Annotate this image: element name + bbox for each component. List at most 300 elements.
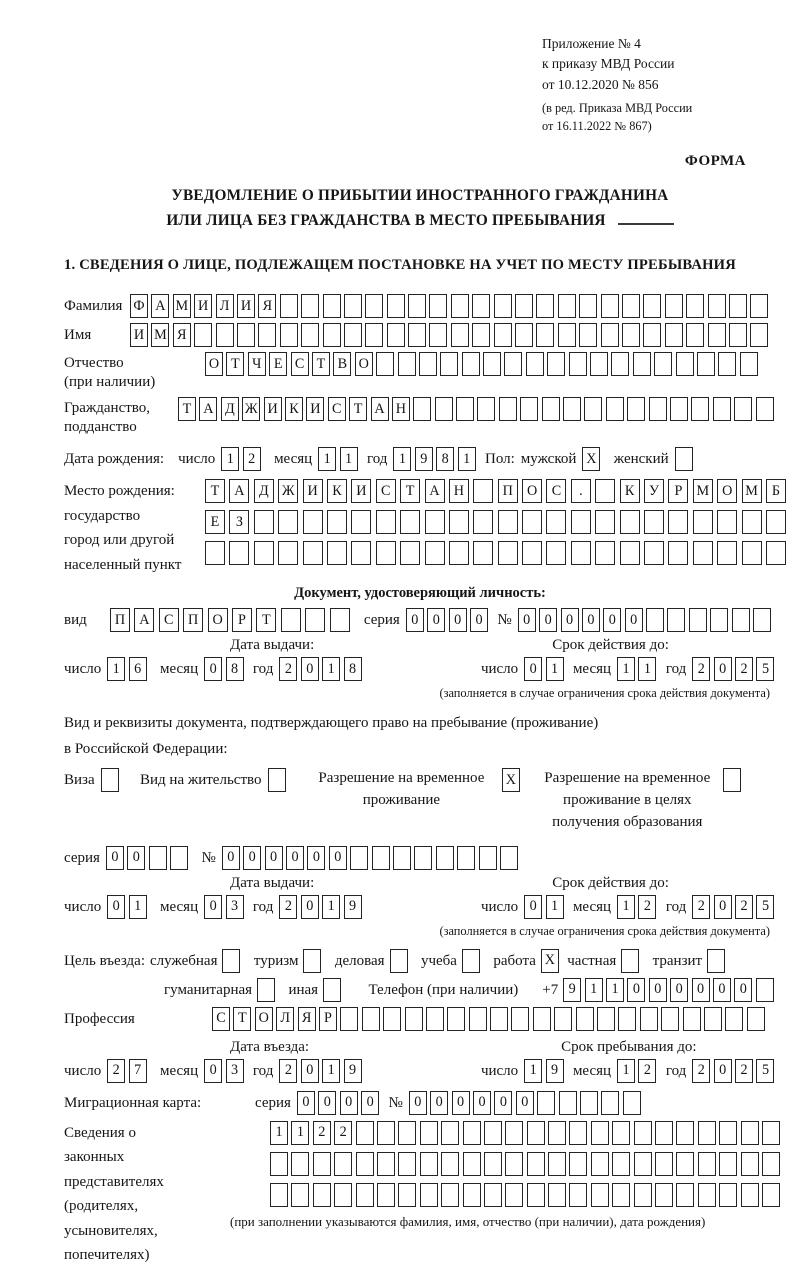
cell[interactable] [569,1121,587,1145]
cell[interactable] [268,768,286,792]
cell[interactable]: 1 [458,447,476,471]
purpose-business-checkbox[interactable] [390,949,411,973]
cell[interactable] [463,1121,481,1145]
cell[interactable] [383,1007,401,1031]
cell[interactable] [205,541,225,565]
cell[interactable] [504,352,522,376]
cell[interactable] [194,323,212,347]
cell[interactable]: 0 [307,846,325,870]
cell[interactable]: 1 [340,447,358,471]
cell[interactable]: 0 [692,978,710,1002]
cell[interactable] [729,294,747,318]
cell[interactable] [457,846,475,870]
cell[interactable] [595,541,615,565]
cell[interactable] [762,1152,780,1176]
cell[interactable] [756,397,774,421]
cell[interactable]: С [159,608,179,632]
cell[interactable] [622,323,640,347]
cell[interactable] [584,397,602,421]
cell[interactable] [597,1007,615,1031]
cell[interactable] [472,323,490,347]
cell[interactable]: 0 [340,1091,358,1115]
migcard-number-cells[interactable] [409,1091,644,1115]
cell[interactable] [665,294,683,318]
cell[interactable] [689,608,707,632]
cell[interactable]: 0 [286,846,304,870]
cell[interactable] [710,608,728,632]
cell[interactable]: Б [766,479,786,503]
cell[interactable] [420,1183,438,1207]
cell[interactable]: 0 [539,608,557,632]
cell[interactable] [537,1091,555,1115]
cell[interactable] [661,1007,679,1031]
cell[interactable]: 0 [649,978,667,1002]
cell[interactable]: О [255,1007,273,1031]
cell[interactable] [708,323,726,347]
cell[interactable]: 5 [756,1059,774,1083]
migcard-series-cells[interactable] [297,1091,383,1115]
cell[interactable] [601,1091,619,1115]
cell[interactable]: 2 [334,1121,352,1145]
cell[interactable] [377,1183,395,1207]
cell[interactable]: 2 [692,1059,710,1083]
cell[interactable] [305,608,325,632]
cell[interactable]: 1 [129,895,147,919]
cell[interactable]: 1 [107,657,125,681]
cell[interactable] [356,1152,374,1176]
cell[interactable]: 2 [692,895,710,919]
cell[interactable] [520,397,538,421]
cell[interactable] [611,352,629,376]
cell[interactable] [762,1183,780,1207]
cell[interactable] [441,1121,459,1145]
cell[interactable] [323,978,341,1002]
cell[interactable] [579,323,597,347]
cell[interactable]: 1 [270,1121,288,1145]
cell[interactable] [398,1183,416,1207]
cell[interactable] [753,608,771,632]
purpose-transit-checkbox[interactable] [707,949,728,973]
cell[interactable] [170,846,188,870]
cell[interactable] [595,510,615,534]
id-valid-day-cells[interactable] [524,657,567,681]
cell[interactable] [291,1183,309,1207]
cell[interactable] [704,1007,722,1031]
cell[interactable]: 0 [518,608,536,632]
permit-valid-day-cells[interactable] [524,895,567,919]
cell[interactable] [558,323,576,347]
cell[interactable]: 1 [322,895,340,919]
cell[interactable]: 0 [713,978,731,1002]
cell[interactable] [569,1183,587,1207]
cell[interactable] [742,510,762,534]
cell[interactable] [257,978,275,1002]
cell[interactable]: 0 [452,1091,470,1115]
cell[interactable]: 0 [301,1059,319,1083]
cell[interactable] [484,1121,502,1145]
permit-number-cells[interactable] [222,846,521,870]
cell[interactable] [527,1183,545,1207]
cell[interactable] [741,1121,759,1145]
cell[interactable] [676,352,694,376]
cell[interactable]: И [130,323,148,347]
cell[interactable] [713,397,731,421]
cell[interactable] [686,323,704,347]
cell[interactable]: С [546,479,566,503]
cell[interactable] [303,510,323,534]
cell[interactable]: 1 [524,1059,542,1083]
cell[interactable] [313,1152,331,1176]
cell[interactable] [451,323,469,347]
cell[interactable]: С [328,397,346,421]
cell[interactable] [698,1183,716,1207]
cell[interactable] [750,294,768,318]
cell[interactable]: 2 [735,1059,753,1083]
cell[interactable]: 0 [516,1091,534,1115]
cell[interactable]: Т [349,397,367,421]
cell[interactable] [313,1183,331,1207]
cell[interactable] [429,294,447,318]
id-issue-month-cells[interactable] [204,657,247,681]
purpose-study-checkbox[interactable] [462,949,483,973]
cell[interactable] [548,1121,566,1145]
cell[interactable]: А [199,397,217,421]
cell[interactable] [426,1007,444,1031]
cell[interactable] [670,397,688,421]
cell[interactable] [546,510,566,534]
cell[interactable]: 1 [318,447,336,471]
cell[interactable] [675,447,693,471]
cell[interactable] [643,294,661,318]
cell[interactable] [591,1121,609,1145]
cell[interactable]: 9 [546,1059,564,1083]
cell[interactable] [425,510,445,534]
cell[interactable]: О [205,352,223,376]
cell[interactable] [719,1152,737,1176]
cell[interactable]: 0 [473,1091,491,1115]
cell[interactable] [400,541,420,565]
stay-until-month-cells[interactable] [617,1059,660,1083]
temp-permit-checkbox[interactable] [502,768,523,792]
cell[interactable] [278,541,298,565]
cell[interactable] [740,352,758,376]
cell[interactable] [533,1007,551,1031]
cell[interactable] [762,1121,780,1145]
cell[interactable] [334,1152,352,1176]
cell[interactable]: 9 [344,1059,362,1083]
cell[interactable] [634,1183,652,1207]
cell[interactable]: 0 [106,846,124,870]
cell[interactable]: 0 [409,1091,427,1115]
patronymic-cells[interactable] [205,352,761,376]
cell[interactable] [668,510,688,534]
cell[interactable] [472,294,490,318]
cell[interactable] [698,1152,716,1176]
cell[interactable] [707,949,725,973]
cell[interactable] [747,1007,765,1031]
birthplace-row2-cells[interactable] [205,510,790,534]
cell[interactable] [558,294,576,318]
cell[interactable] [398,352,416,376]
cell[interactable]: К [285,397,303,421]
cell[interactable] [719,1183,737,1207]
purpose-other-checkbox[interactable] [323,978,344,1002]
cell[interactable] [281,608,301,632]
cell[interactable] [449,541,469,565]
cell[interactable]: И [351,479,371,503]
cell[interactable]: 8 [344,657,362,681]
cell[interactable] [717,541,737,565]
cell[interactable]: 0 [714,1059,732,1083]
cell[interactable]: П [110,608,130,632]
cell[interactable]: Ж [242,397,260,421]
cell[interactable]: 1 [546,895,564,919]
cell[interactable] [676,1152,694,1176]
cell[interactable]: И [264,397,282,421]
cell[interactable] [621,949,639,973]
cell[interactable] [377,1121,395,1145]
cell[interactable]: 0 [627,978,645,1002]
cell[interactable] [469,1007,487,1031]
cell[interactable] [498,541,518,565]
cell[interactable]: 0 [301,657,319,681]
cell[interactable]: П [498,479,518,503]
cell[interactable]: Т [226,352,244,376]
cell[interactable] [356,1121,374,1145]
cell[interactable]: 0 [494,1091,512,1115]
cell[interactable]: И [194,294,212,318]
cell[interactable] [408,323,426,347]
cell[interactable]: Т [233,1007,251,1031]
cell[interactable]: 9 [563,978,581,1002]
cell[interactable] [270,1183,288,1207]
cell[interactable] [377,1152,395,1176]
purpose-official-checkbox[interactable] [222,949,243,973]
cell[interactable] [419,352,437,376]
cell[interactable]: 6 [129,657,147,681]
cell[interactable] [400,510,420,534]
cell[interactable] [494,323,512,347]
doc-series-cells[interactable] [406,608,492,632]
cell[interactable] [278,510,298,534]
birth-month-cells[interactable] [318,447,361,471]
female-checkbox[interactable] [675,447,696,471]
cell[interactable]: В [333,352,351,376]
cell[interactable] [723,768,741,792]
cell[interactable] [649,397,667,421]
cell[interactable] [420,1152,438,1176]
cell[interactable] [741,1183,759,1207]
cell[interactable]: 0 [430,1091,448,1115]
cell[interactable] [477,397,495,421]
cell[interactable]: 1 [291,1121,309,1145]
cell[interactable] [515,323,533,347]
cell[interactable]: Р [668,479,688,503]
cell[interactable] [612,1121,630,1145]
cell[interactable] [340,1007,358,1031]
cell[interactable]: Н [392,397,410,421]
cell[interactable]: 0 [714,895,732,919]
cell[interactable]: 0 [603,608,621,632]
cell[interactable] [655,1183,673,1207]
cell[interactable] [655,1121,673,1145]
cell[interactable] [606,397,624,421]
cell[interactable] [376,510,396,534]
cell[interactable] [408,294,426,318]
cell[interactable] [601,323,619,347]
cell[interactable] [725,1007,743,1031]
cell[interactable]: Л [216,294,234,318]
cell[interactable] [643,323,661,347]
cell[interactable] [435,397,453,421]
reps-row1-cells[interactable] [270,1121,783,1145]
cell[interactable]: 0 [449,608,467,632]
cell[interactable] [387,294,405,318]
cell[interactable] [237,323,255,347]
cell[interactable] [732,608,750,632]
purpose-private-checkbox[interactable] [621,949,642,973]
profession-cells[interactable] [212,1007,768,1031]
phone-cells[interactable] [563,978,777,1002]
cell[interactable] [463,1183,481,1207]
cell[interactable] [222,949,240,973]
cell[interactable] [473,541,493,565]
cell[interactable]: 2 [279,657,297,681]
cell[interactable] [229,541,249,565]
cell[interactable]: Д [254,479,274,503]
cell[interactable] [436,846,454,870]
cell[interactable]: Т [205,479,225,503]
cell[interactable] [441,1183,459,1207]
cell[interactable] [484,1183,502,1207]
cell[interactable] [323,323,341,347]
cell[interactable] [456,397,474,421]
cell[interactable] [644,510,664,534]
cell[interactable]: Ф [130,294,148,318]
cell[interactable]: 8 [436,447,454,471]
cell[interactable] [554,1007,572,1031]
cell[interactable]: 1 [546,657,564,681]
cell[interactable] [303,949,321,973]
cell[interactable] [280,323,298,347]
cell[interactable] [719,1121,737,1145]
cell[interactable] [515,294,533,318]
cell[interactable]: С [291,352,309,376]
cell[interactable]: 3 [226,895,244,919]
residence-permit-checkbox[interactable] [268,768,289,792]
cell[interactable]: Р [232,608,252,632]
cell[interactable] [766,541,786,565]
cell[interactable] [644,541,664,565]
cell[interactable]: 0 [301,895,319,919]
cell[interactable] [536,294,554,318]
cell[interactable] [580,1091,598,1115]
cell[interactable]: X [541,949,559,973]
cell[interactable] [627,397,645,421]
cell[interactable]: 0 [427,608,445,632]
cell[interactable] [462,949,480,973]
permit-issue-month-cells[interactable] [204,895,247,919]
cell[interactable]: 0 [222,846,240,870]
cell[interactable]: 0 [670,978,688,1002]
cell[interactable] [654,352,672,376]
cell[interactable]: Ж [278,479,298,503]
entry-day-cells[interactable] [107,1059,150,1083]
cell[interactable] [376,352,394,376]
cell[interactable]: 0 [524,657,542,681]
cell[interactable]: 0 [734,978,752,1002]
cell[interactable] [101,768,119,792]
cell[interactable]: 1 [393,447,411,471]
cell[interactable] [351,541,371,565]
cell[interactable] [500,846,518,870]
cell[interactable]: И [237,294,255,318]
cell[interactable] [620,510,640,534]
cell[interactable] [569,352,587,376]
cell[interactable] [697,352,715,376]
cell[interactable]: 0 [561,608,579,632]
birth-year-cells[interactable] [393,447,479,471]
cell[interactable] [420,1121,438,1145]
cell[interactable]: П [183,608,203,632]
cell[interactable] [693,510,713,534]
cell[interactable] [393,846,411,870]
cell[interactable] [280,294,298,318]
cell[interactable] [499,397,517,421]
cell[interactable] [676,1183,694,1207]
cell[interactable]: 5 [756,657,774,681]
cell[interactable]: 2 [313,1121,331,1145]
cell[interactable]: 1 [617,1059,635,1083]
cell[interactable]: А [151,294,169,318]
cell[interactable] [398,1121,416,1145]
cell[interactable]: 2 [735,657,753,681]
cell[interactable] [548,1152,566,1176]
cell[interactable] [698,1121,716,1145]
cell[interactable] [576,1007,594,1031]
cell[interactable] [413,397,431,421]
doc-number-cells[interactable] [518,608,775,632]
permit-valid-year-cells[interactable] [692,895,778,919]
cell[interactable]: 2 [107,1059,125,1083]
cell[interactable] [350,846,368,870]
cell[interactable]: 0 [204,657,222,681]
cell[interactable] [270,1152,288,1176]
cell[interactable] [708,294,726,318]
cell[interactable] [511,1007,529,1031]
cell[interactable]: 2 [279,1059,297,1083]
id-valid-year-cells[interactable] [692,657,778,681]
cell[interactable] [691,397,709,421]
cell[interactable] [372,846,390,870]
cell[interactable]: 0 [329,846,347,870]
cell[interactable] [362,1007,380,1031]
cell[interactable] [303,541,323,565]
cell[interactable]: 0 [127,846,145,870]
cell[interactable]: А [134,608,154,632]
cell[interactable] [620,541,640,565]
birth-day-cells[interactable] [221,447,264,471]
reps-row2-cells[interactable] [270,1152,783,1176]
cell[interactable] [254,510,274,534]
cell[interactable] [734,397,752,421]
cell[interactable] [387,323,405,347]
cell[interactable]: Л [276,1007,294,1031]
purpose-work-checkbox[interactable] [541,949,562,973]
cell[interactable] [741,1152,759,1176]
cell[interactable] [522,541,542,565]
cell[interactable]: 1 [617,657,635,681]
